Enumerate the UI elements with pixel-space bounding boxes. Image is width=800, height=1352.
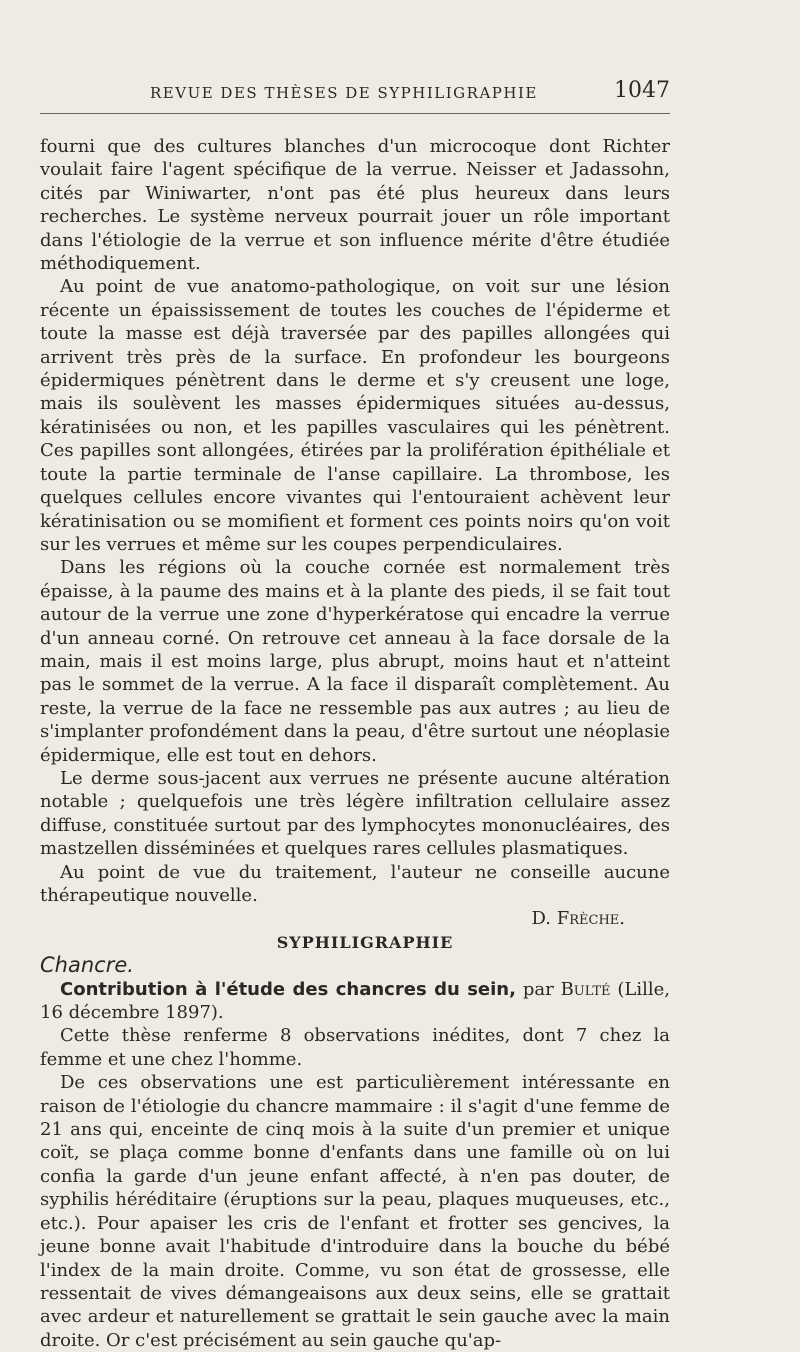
running-title: REVUE DES THÈSES DE SYPHILIGRAPHIE <box>150 84 538 102</box>
paragraph: fourni que des cultures blanches d'un microcoque dont Richter voulait faire l'agent spécifique de la verrue. Neisser et Jadassohn, cités par Winiwarter, n'ont pas été plus heureux dans leurs recherches. Le système nerveux pourrait jouer un rôle important dans l'étiologie de la verrue et son influence mérite d'être étudiée méthodiquement. <box>40 136 670 275</box>
paragraph: Au point de vue anatomo-pathologique, on voit sur une lésion récente un épaississement de toutes les couches de l'épiderme et toute la masse est déjà traversée par des papilles allongées qui arrivent très près de la surface. En profondeur les bourgeons épidermiques pénètrent dans le derme et s'y creusent une loge, mais ils soulèvent les masses épidermiques situées au-dessus, kératinisées ou non, et les papilles vasculaires qui les pénètrent. Ces papilles sont allongées, étirées par la prolifération épithéliale et toute la partie terminale de l'anse capillaire. La thrombose, les quelques cellules encore vivantes qui l'entouraient achèvent leur kératinisation ou se momifient et forment ces points noirs qu'on voit sur les verrues et même sur les coupes perpendiculaires. <box>40 276 670 555</box>
signature-name: Frèche. <box>556 908 625 930</box>
paragraph: De ces observations une est particulièrement intéressante en raison de l'étiologie du chancre mammaire : il s'agit d'une femme de 21 ans qui, enceinte de cinq mois à la suite d'un premier et unique coït, se plaça comme bonne d'enfants dans une famille où on lui confia la garde d'un jeune enfant affecté, à n'en pas douter, de syphilis héréditaire (éruptions sur la peau, plaques muqueuses, etc., etc.). Pour apaiser les cris de l'enfant et frotter ses gencives, la jeune bonne avait l'habitude d'introduire dans la bouche du bébé l'index de la main droite. Comme, vu son état de grossesse, elle ressentait de vives démangeaisons aux deux seins, elle se grattait avec ardeur et naturellement se grattait le sein gauche avec la main droite. Or c'est précisément au sein gauche qu'ap- <box>40 1072 670 1351</box>
paragraph: Le derme sous-jacent aux verrues ne présente aucune altération notable ; quelquefois une très légère infiltration cellulaire assez diffuse, constituée surtout par des lymphocytes mononucléaires, des mastzellen disséminées et quelques rares cellules plasmatiques. <box>40 767 670 860</box>
subsection-title: Chancre. <box>40 953 134 978</box>
signature-prefix: D. <box>531 908 557 930</box>
article-title: Contribution à l'étude des chancres du sein, <box>60 978 516 1000</box>
paragraph: Cette thèse renferme 8 observations inédites, dont 7 chez la femme et une chez l'homme. <box>40 1025 670 1070</box>
section-title: SYPHILIGRAPHIE <box>276 932 454 952</box>
page-number: 1047 <box>614 78 670 103</box>
byline-suffix: (Lille, 16 décembre 1897). <box>40 978 670 1024</box>
article-heading <box>40 978 670 1025</box>
byline-prefix: par <box>515 978 561 1000</box>
article-author: Bulté <box>560 978 611 1000</box>
page-header <box>40 78 670 106</box>
paragraph: Dans les régions où la couche cornée est normalement très épaisse, à la paume des mains et à la plante des pieds, il se fait tout autour de la verrue une zone d'hyperkératose qui encadre la verrue d'un anneau corné. On retrouve cet anneau à la face dorsale de la main, mais il est moins large, plus abrupt, moins haut et n'atteint pas le sommet de la verrue. A la face il disparaît complètement. Au reste, la verrue de la face ne ressemble pas aux autres ; au lieu de s'implanter profondément dans la peau, d'être surtout une néoplasie épidermique, elle est tout en dehors. <box>40 557 670 766</box>
body-text <box>40 135 670 1352</box>
paragraph: Au point de vue du traitement, l'auteur ne conseille aucune thérapeutique nouvelle. <box>40 861 670 906</box>
header-rule <box>40 113 670 114</box>
signature <box>40 907 670 930</box>
